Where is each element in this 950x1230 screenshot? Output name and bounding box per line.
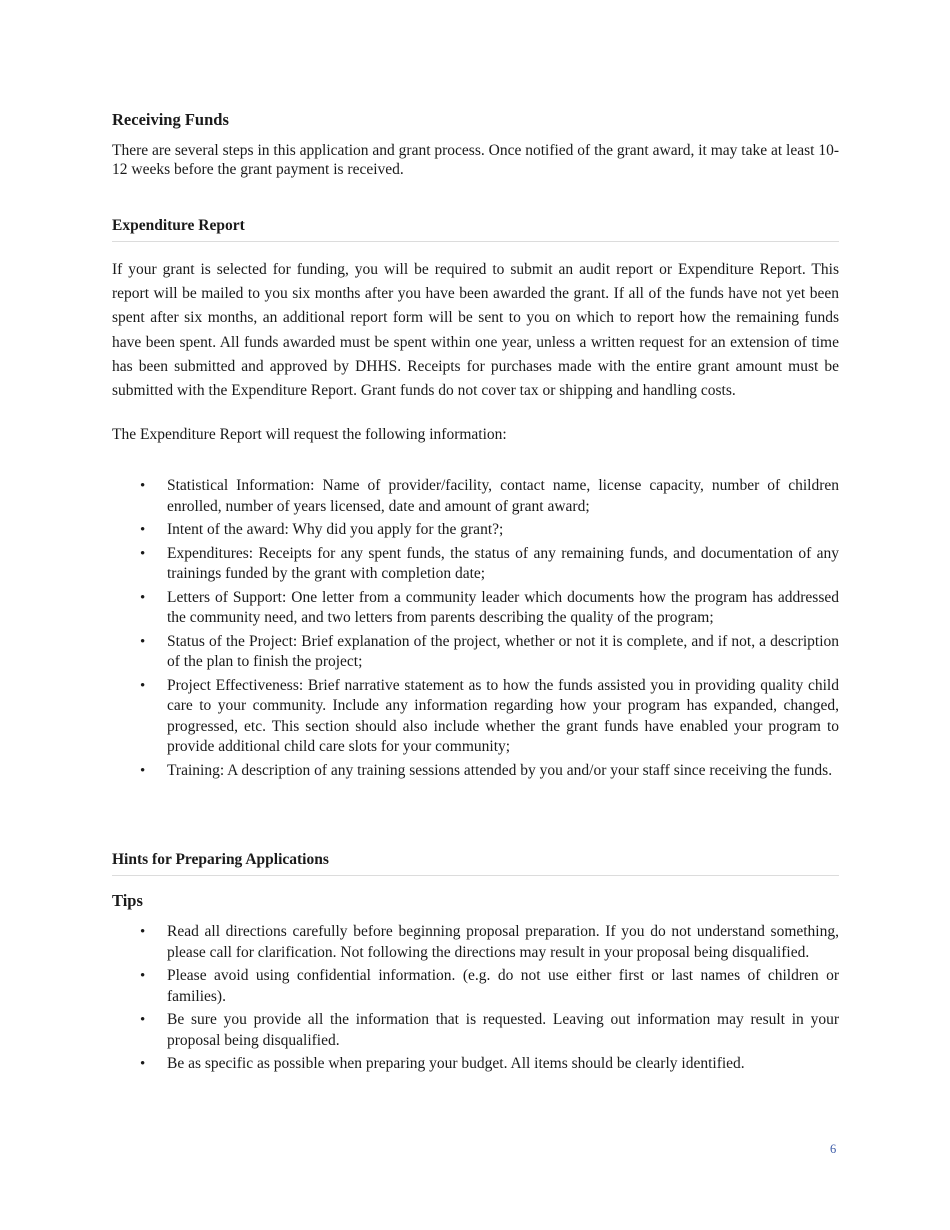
list-item-text: Be as specific as possible when preparing your budget. All items should be clearly identified. bbox=[167, 1055, 745, 1072]
list-item-text: Training: A description of any training sessions attended by you and/or your staff since receiving the funds. bbox=[167, 761, 833, 779]
bullet-icon: • bbox=[140, 1012, 146, 1028]
list-item-text: Statistical Information: Name of provider/facility, contact name, license capacity, number of children enrolled, number of years licensed, date and amount of grant award; bbox=[167, 477, 839, 515]
receiving-funds-paragraph: There are several steps in this application and grant process. Once notified of the grant award, it may take at least 10-12 weeks before the grant payment is received. bbox=[112, 142, 839, 178]
expenditure-report-heading: Expenditure Report bbox=[112, 216, 839, 242]
bullet-icon: • bbox=[140, 589, 146, 606]
list-item-text: Intent of the award: Why did you apply for the grant?; bbox=[167, 521, 504, 538]
list-item bbox=[112, 1010, 839, 1051]
list-item-text: Project Effectiveness: Brief narrative statement as to how the funds assisted you in providing quality child care to your community. Include any information regarding how your program has expanded, changed, progressed, etc. This section should also include whether the grant funds have enabled your program to provide additional child care slots for your community; bbox=[167, 676, 839, 755]
list-item-text: Be sure you provide all the information that is requested. Leaving out information may result in your proposal being disqualified. bbox=[167, 1011, 839, 1049]
list-item-text: Letters of Support: One letter from a community leader which documents how the program has addressed the community need, and two letters from parents describing the quality of the program; bbox=[167, 588, 839, 626]
bullet-icon: • bbox=[140, 522, 146, 538]
expenditure-report-intro: The Expenditure Report will request the following information: bbox=[112, 426, 507, 443]
page-number: 6 bbox=[830, 1142, 837, 1156]
bullet-icon: • bbox=[140, 677, 146, 694]
bullet-icon: • bbox=[140, 545, 146, 562]
tips-list bbox=[112, 922, 839, 1078]
bullet-icon: • bbox=[140, 924, 146, 940]
list-item bbox=[112, 588, 839, 629]
list-item bbox=[112, 476, 839, 517]
bullet-icon: • bbox=[140, 633, 146, 650]
list-item bbox=[112, 761, 839, 782]
list-item bbox=[112, 544, 839, 585]
list-item bbox=[112, 632, 839, 673]
list-item-text: Read all directions carefully before beginning proposal preparation. If you do not understand something, please call for clarification. Not following the directions may result in your proposal being disqualified. bbox=[167, 923, 839, 961]
receiving-funds-heading: Receiving Funds bbox=[112, 110, 229, 129]
list-item bbox=[112, 520, 839, 541]
list-item bbox=[112, 676, 839, 758]
bullet-icon: • bbox=[140, 762, 146, 779]
list-item bbox=[112, 1054, 839, 1075]
bullet-icon: • bbox=[140, 968, 146, 984]
expenditure-report-paragraph: If your grant is selected for funding, you will be required to submit an audit report or Expenditure Report. This report will be mailed to you six months after you have been awarded the grant. If all of the funds have not yet been spent after six months, an additional report form will be sent to you on which to report how the remaining funds have been spent. All funds awarded must be spent within one year, unless a written request for an extension of time has been submitted and approved by DHHS. Receipts for purchases made with the entire grant amount must be submitted with the Expenditure Report. Grant funds do not cover tax or shipping and handling costs. bbox=[112, 261, 839, 400]
list-item bbox=[112, 922, 839, 963]
bullet-icon: • bbox=[140, 1056, 146, 1072]
tips-heading: Tips bbox=[112, 891, 143, 910]
list-item-text: Status of the Project: Brief explanation of the project, whether or not it is complete, and if not, a description of the plan to finish the project; bbox=[167, 632, 839, 670]
hints-heading: Hints for Preparing Applications bbox=[112, 850, 839, 876]
list-item bbox=[112, 966, 839, 1007]
expenditure-report-list bbox=[112, 476, 839, 784]
list-item-text: Please avoid using confidential information. (e.g. do not use either first or last names of children or families). bbox=[167, 967, 839, 1005]
bullet-icon: • bbox=[140, 478, 146, 494]
list-item-text: Expenditures: Receipts for any spent funds, the status of any remaining funds, and documentation of any trainings funded by the grant with completion date; bbox=[167, 544, 839, 582]
